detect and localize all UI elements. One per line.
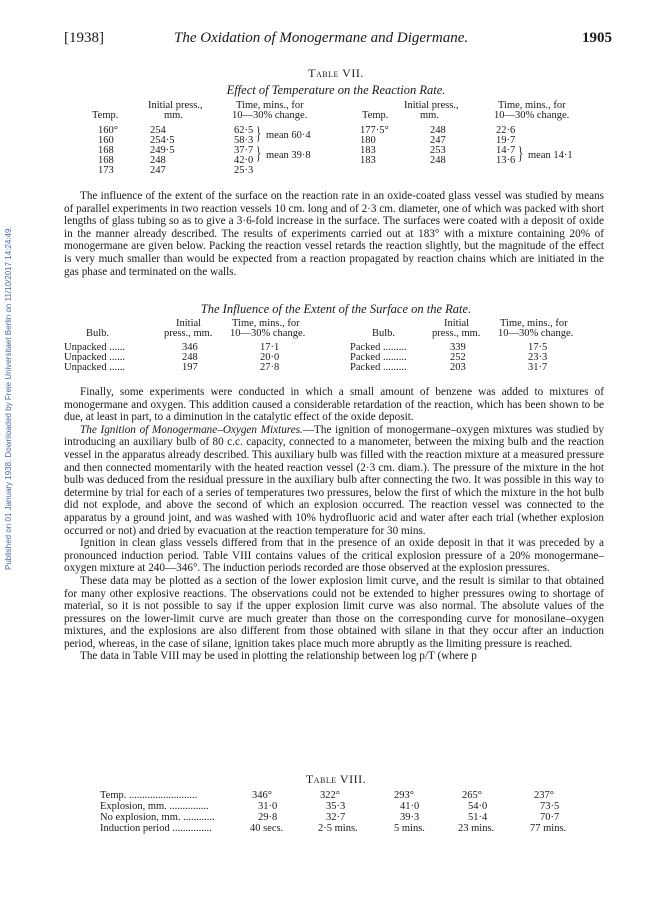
table-7: [0, 100, 672, 180]
st-right-press: 339: [450, 342, 466, 353]
t8-row-label: Temp. ..........................: [100, 790, 198, 801]
t7-right-press: 253: [430, 145, 446, 156]
surface-table-caption: The Influence of the Extent of the Surface on the Rate.: [200, 302, 472, 316]
t8-cell: 51·4: [468, 812, 488, 823]
t7-right-time: 14·7: [496, 145, 516, 156]
st-col-time-2: Time, mins., for: [500, 318, 568, 329]
t7-right-time: 13·6: [496, 155, 516, 166]
t7-col-press-2: Initial press.,: [404, 100, 459, 111]
t7-left-press: 254: [150, 125, 166, 136]
st-col-time-unit: 10—30% change.: [230, 328, 306, 339]
st-right-time: 17·5: [528, 342, 548, 353]
st-right-press: 203: [450, 362, 466, 373]
st-right-press: 252: [450, 352, 466, 363]
t8-cell: 32·7: [326, 812, 346, 823]
t7-col-press: Initial press.,: [148, 100, 203, 111]
t7-left-temp: 173: [98, 165, 114, 176]
table-7-label: Table VII.: [308, 66, 364, 80]
t8-cell: 39·3: [400, 812, 420, 823]
t7-brace: }: [256, 123, 262, 143]
t7-col-time-2: Time, mins., for: [498, 100, 566, 111]
st-left-press: 346: [182, 342, 198, 353]
t8-cell: 346°: [252, 790, 272, 801]
t7-left-press: 254·5: [150, 135, 175, 146]
table-7-caption: Effect of Temperature on the Reaction Rate.: [226, 83, 446, 97]
st-col-time-unit-2: 10—30% change.: [498, 328, 574, 339]
st-col-press-unit: press., mm.: [164, 328, 213, 339]
t8-row-label: No explosion, mm. ............: [100, 812, 215, 823]
header-title: The Oxidation of Monogermane and Digermane.: [174, 30, 469, 46]
t8-cell: 29·8: [258, 812, 278, 823]
t7-left-time: 42·0: [234, 155, 254, 166]
table-8-label: Table VIII.: [305, 772, 367, 786]
paragraph-surface-study: [64, 190, 604, 278]
t7-left-time: 62·5: [234, 125, 254, 136]
st-left-time: 20·0: [260, 352, 280, 363]
st-left-time: 27·8: [260, 362, 280, 373]
t7-col-temp: Temp.: [92, 110, 119, 121]
t7-right-press: 248: [430, 125, 446, 136]
t7-col-press-unit-2: mm.: [420, 110, 439, 121]
t8-cell: 40 secs.: [250, 823, 284, 834]
page-number: 1905: [582, 30, 612, 46]
t7-left-temp: 168: [98, 145, 114, 156]
st-right-bulb: Packed .........: [350, 362, 407, 373]
t7-right-temp: 183: [360, 145, 376, 156]
t8-cell: 70·7: [540, 812, 560, 823]
t7-mean: mean 14·1: [528, 150, 573, 161]
t7-right-press: 248: [430, 155, 446, 166]
st-col-press: Initial: [176, 318, 202, 329]
paragraph-explosion-limit: These data may be plotted as a section of the lower explosion limit curve, and the result is similar to that obtained for many other explosive reactions. The observations could not be extended to higher pressures owing to shortage of material, so it is not possible to say if the upper explosion limit curve was also normal. The absolute values of the pressures on the lower-limit curve are much greater than those on the corresponding curve for monosilane–oxygen mixtures, and the explosions are also different from those obtained with silane in that they occur after an induction period, whereas, in the case of silane, ignition takes place much more abruptly as the limiting pressure is reached.: [64, 574, 604, 650]
t7-col-time: Time, mins., for: [236, 100, 304, 111]
download-notice-text[interactable]: Published on 01 January 1938. Downloaded by Freie Universitaet Berlin on 11/10/2017 14:24:49.: [4, 226, 13, 570]
t7-left-temp: 160: [98, 135, 114, 146]
t7-right-press: 247: [430, 135, 446, 146]
t7-right-temp: 183: [360, 155, 376, 166]
header-year: [1938]: [64, 30, 104, 46]
t7-left-time: 37·7: [234, 145, 254, 156]
t7-col-time-unit-2: 10—30% change.: [494, 110, 570, 121]
t7-mean: mean 39·8: [266, 150, 311, 161]
st-left-time: 17·1: [260, 342, 280, 353]
section-heading: The Ignition of Monogermane–Oxygen Mixtures.: [80, 423, 303, 436]
t8-cell: 77 mins.: [530, 823, 567, 834]
t7-right-time: 19·7: [496, 135, 516, 146]
st-right-bulb: Packed .........: [350, 352, 407, 363]
st-right-time: 31·7: [528, 362, 548, 373]
t8-cell: 35·3: [326, 801, 346, 812]
paragraph-text: —The ignition of monogermane–oxygen mixtures was studied by introducing an auxiliary bulb of 80 c.c. capacity, connected to a manometer, between the mixing bulb and the reaction vessel in the apparatus already described. This auxiliary bulb was filled with the reaction mixture at a measured pressure and then connected momentarily with the heated reaction vessel (2·3 cm. diam.). The pressure of the mixture in the hot bulb was deduced from the residual pressure in the auxiliary bulb after connecting the two. It was possible in this way to determine by trial for each of a series of temperatures two pressures, below the first of which the mixture in the hot bulb did not explode, and above the second of which an explosion occurred. The reaction vessel was connected to the apparatus by a ground joint, and was washed with 10% hydrofluoric acid and water after each trial (whether explosion occurred or not) and dried by evacuation at the reaction temperature for 30 mins.: [64, 423, 604, 537]
body-text: [64, 386, 604, 663]
t8-cell: 322°: [320, 790, 340, 801]
st-col-press-2: Initial: [444, 318, 470, 329]
st-right-bulb: Packed .........: [350, 342, 407, 353]
t8-cell: 293°: [394, 790, 414, 801]
t7-brace: }: [518, 143, 524, 163]
running-header: [64, 30, 612, 50]
t8-cell: 265°: [462, 790, 482, 801]
t7-col-press-unit: mm.: [164, 110, 183, 121]
surface-table: [0, 318, 672, 378]
t8-cell: 54·0: [468, 801, 488, 812]
st-left-press: 197: [182, 362, 198, 373]
t7-left-time: 58·3: [234, 135, 254, 146]
st-left-bulb: Unpacked ......: [64, 362, 125, 373]
st-col-time: Time, mins., for: [232, 318, 300, 329]
t8-cell: 23 mins.: [458, 823, 495, 834]
st-col-press-unit-2: press., mm.: [432, 328, 481, 339]
t7-left-temp: 168: [98, 155, 114, 166]
st-col-bulb: Bulb.: [86, 328, 110, 339]
t7-brace: }: [256, 143, 262, 163]
paragraph-text: The influence of the extent of the surface on the reaction rate in an oxide-coated glass vessel was studied by means of parallel experiments in two reaction vessels 10 cm. long and of 2·3 cm. diameter, one of which was packed with short lengths of glass tubing so as to give a 3·6-fold increase in the surface. The surfaces were coated with a deposit of oxide in the manner already described. The results of experiments carried out at 183° with a mixture containing 20% of monogermane are given below. Packing the reaction vessel retards the reaction slightly, but the magnitude of the effect is very much smaller than would be expected from a reaction propagated by reaction chains which are initiated in the gas phase and terminated on the walls.: [64, 190, 604, 278]
paragraph-benzene: Finally, some experiments were conducted in which a small amount of benzene was added to mixtures of monogermane and oxygen. This addition caused a considerable retardation of the reaction, which has been shown to be due, at least in part, to a diminution in the catalytic effect of the oxide deposit.: [64, 386, 604, 424]
t7-left-press: 248: [150, 155, 166, 166]
st-left-press: 248: [182, 352, 198, 363]
t7-left-time: 25·3: [234, 165, 254, 176]
t8-cell: 5 mins.: [394, 823, 425, 834]
st-right-time: 23·3: [528, 352, 548, 363]
t7-col-time-unit: 10—30% change.: [232, 110, 308, 121]
t7-mean: mean 60·4: [266, 130, 311, 141]
st-left-bulb: Unpacked ......: [64, 342, 125, 353]
t7-right-time: 22·6: [496, 125, 516, 136]
t8-cell: 237°: [534, 790, 554, 801]
paragraph-ignition: [64, 424, 604, 537]
t7-right-temp: 180: [360, 135, 376, 146]
t8-cell: 73·5: [540, 801, 560, 812]
t8-row-label: Explosion, mm. ...............: [100, 801, 209, 812]
t8-cell: 2·5 mins.: [318, 823, 358, 834]
t7-left-temp: 160°: [98, 125, 118, 136]
paragraph-clean-vessels: Ignition in clean glass vessels differed from that in the presence of an oxide deposit in that it was preceded by a pronounced induction period. Table VIII contains values of the critical explosion pressure of a 20% monogermane–oxygen mixture at 240—346°. The induction periods recorded are those observed at the explosion pressures.: [64, 537, 604, 575]
t7-left-press: 249·5: [150, 145, 175, 156]
paragraph-table8-intro: The data in Table VIII may be used in plotting the relationship between log p/T (where p: [80, 650, 477, 663]
t8-cell: 31·0: [258, 801, 278, 812]
t7-left-press: 247: [150, 165, 166, 176]
st-left-bulb: Unpacked ......: [64, 352, 125, 363]
st-col-bulb-2: Bulb.: [372, 328, 396, 339]
t8-cell: 41·0: [400, 801, 420, 812]
t7-right-temp: 177·5°: [360, 125, 389, 136]
t7-col-temp-2: Temp.: [362, 110, 389, 121]
t8-row-label: Induction period ...............: [100, 823, 212, 834]
